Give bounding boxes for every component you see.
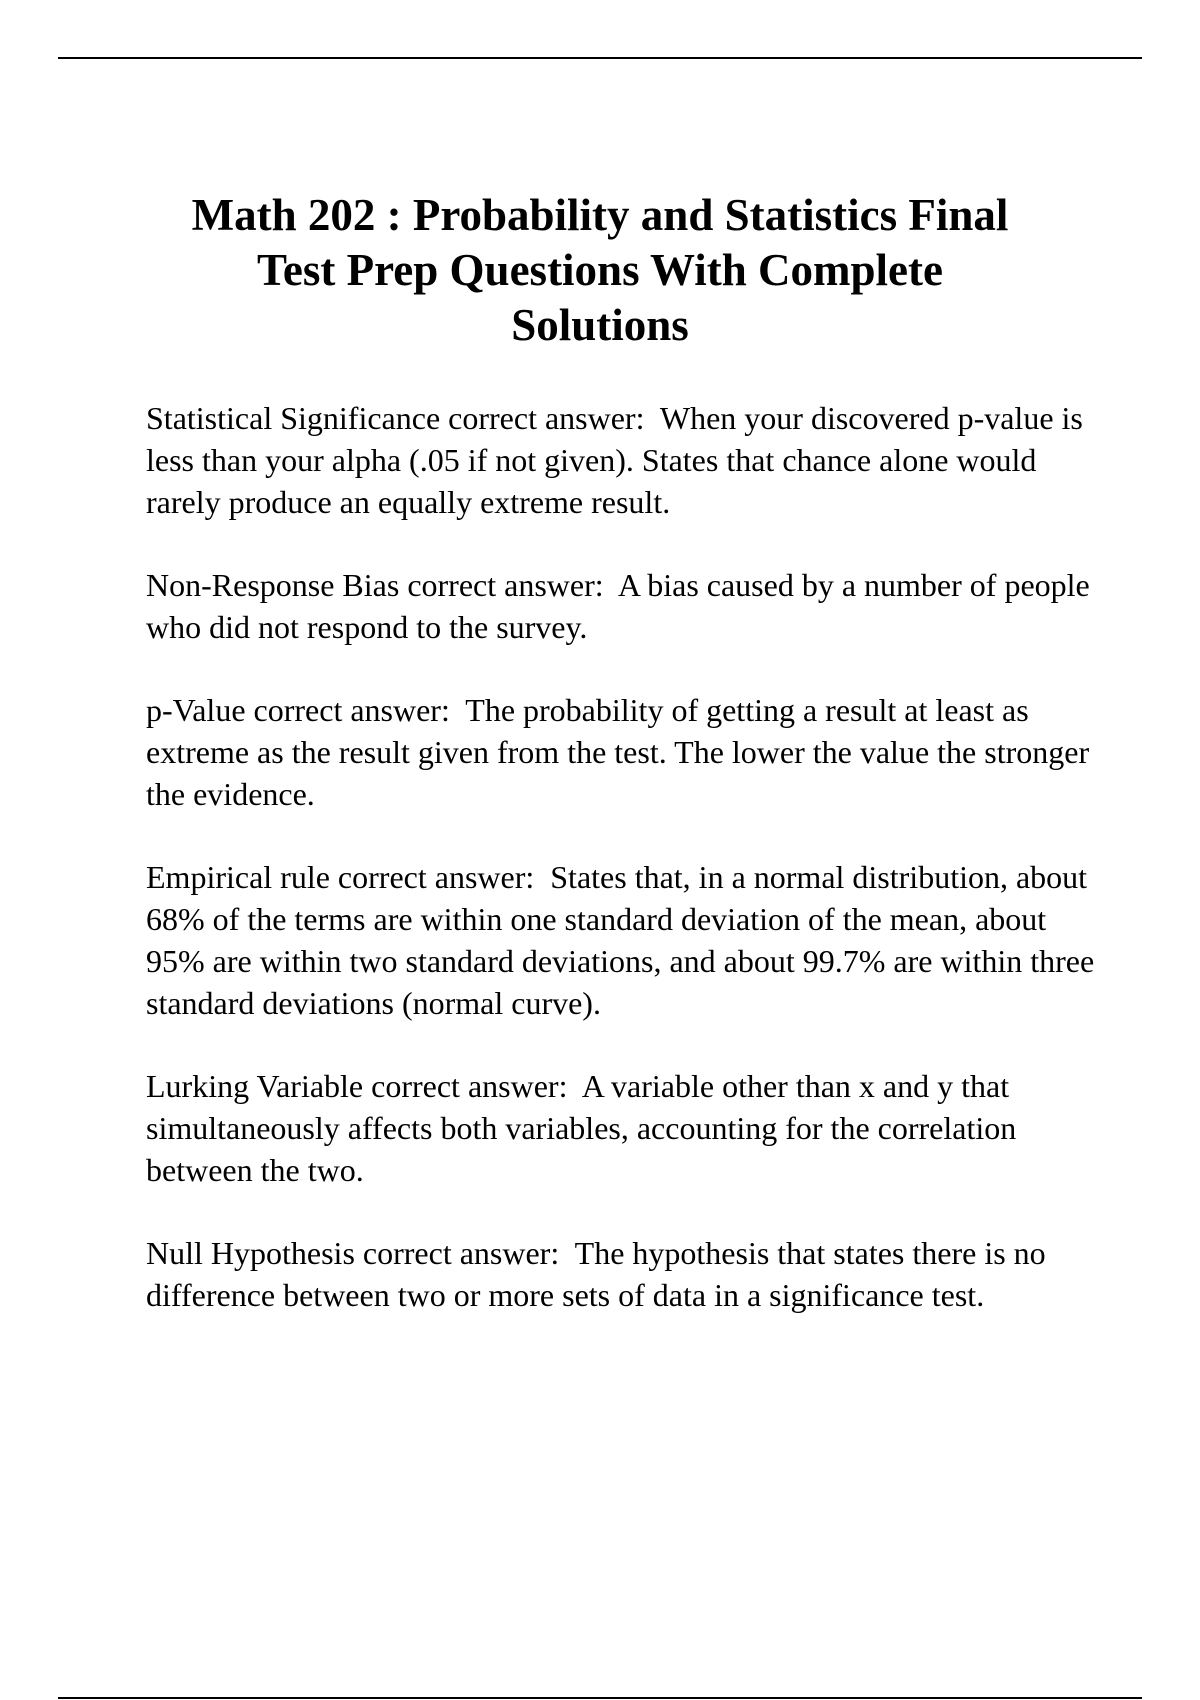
entry-term: Statistical Significance (146, 400, 441, 436)
qa-entry-empirical-rule (146, 856, 1106, 1024)
qa-entry-p-value (146, 689, 1106, 815)
entry-label: correct answer: (448, 400, 645, 436)
entry-answer: States that, in a normal distribution, about 68% of the terms are within one standard deviation of the mean, about 95% are within two standard deviations, and about 99.7% are within three standard deviations (normal curve). (146, 859, 1103, 1021)
entry-label: correct answer: (371, 1068, 568, 1104)
qa-entry-non-response-bias (146, 564, 1106, 648)
entry-answer: When your discovered p-value is less than your alpha (.05 if not given). States that chance alone would rarely produce an equally extreme result. (146, 400, 1091, 520)
bottom-divider (58, 1697, 1142, 1699)
entry-term: Null Hypothesis (146, 1235, 355, 1271)
title-line-1: Math 202 : Probability and Statistics Final (191, 190, 1009, 240)
qa-entry-null-hypothesis (146, 1232, 1106, 1316)
entry-term: Non-Response Bias (146, 567, 400, 603)
entry-label: correct answer: (337, 859, 535, 895)
entry-term: Empirical rule (146, 859, 330, 895)
entry-term: p-Value (146, 692, 246, 728)
entry-answer: A variable other than x and y that simultaneously affects both variables, accounting for the correlation between the two. (146, 1068, 1025, 1188)
qa-entry-statistical-significance (146, 397, 1106, 523)
entry-answer: The hypothesis that states there is no difference between two or more sets of data in a significance test. (146, 1235, 1054, 1313)
entry-term: Lurking Variable (146, 1068, 364, 1104)
entry-answer: The probability of getting a result at least as extreme as the result given from the test. The lower the value the stronger the evidence. (146, 692, 1098, 812)
entry-label: correct answer: (253, 692, 450, 728)
title-line-3: Solutions (511, 300, 689, 350)
entry-label: correct answer: (407, 567, 604, 603)
title-line-2: Test Prep Questions With Complete (257, 245, 943, 295)
qa-list (146, 397, 1106, 1357)
qa-entry-lurking-variable (146, 1065, 1106, 1191)
entry-label: correct answer: (362, 1235, 560, 1271)
document-title (140, 188, 1060, 353)
entry-answer: A bias caused by a number of people who did not respond to the survey. (146, 567, 1098, 645)
top-divider (58, 57, 1142, 59)
